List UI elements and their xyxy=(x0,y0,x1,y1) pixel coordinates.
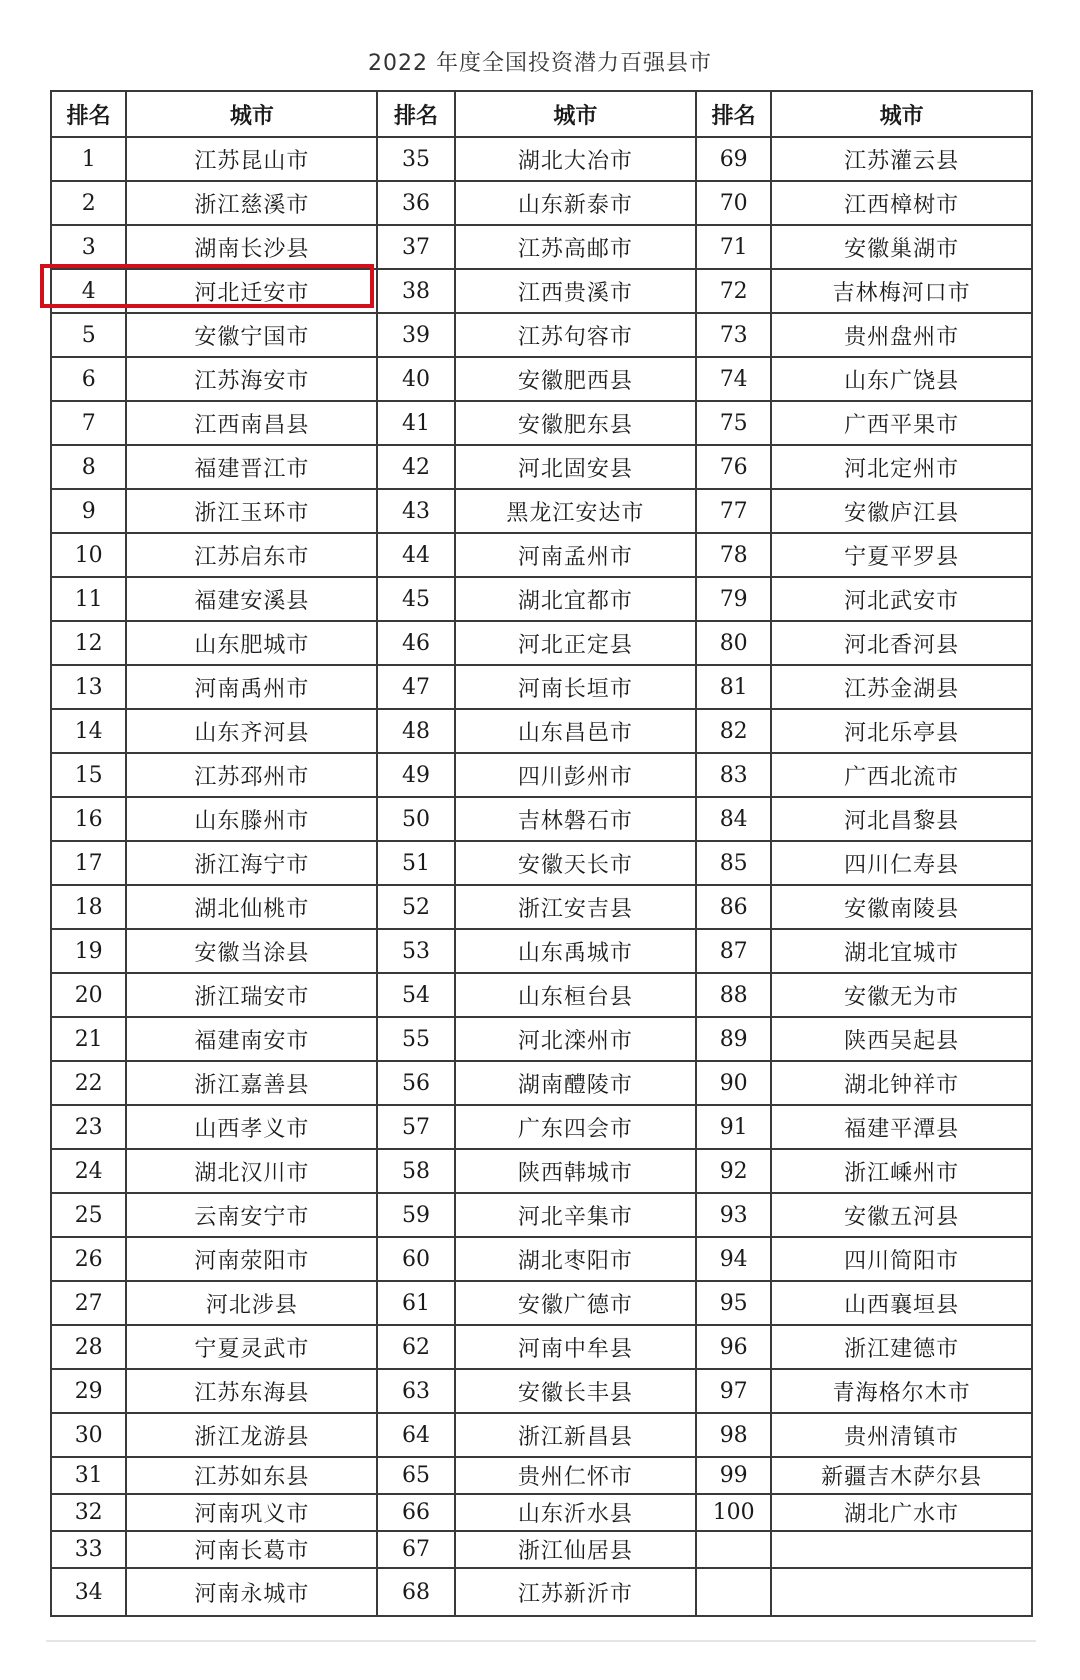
rank-cell: 13 xyxy=(51,665,126,709)
city-cell: 河南荥阳市 xyxy=(126,1237,377,1281)
city-cell: 浙江嵊州市 xyxy=(771,1149,1032,1193)
rank-cell: 21 xyxy=(51,1017,126,1061)
city-cell: 浙江嘉善县 xyxy=(126,1061,377,1105)
city-cell: 江西贵溪市 xyxy=(455,269,696,313)
table-row xyxy=(51,1568,1032,1616)
rank-cell: 55 xyxy=(377,1017,455,1061)
rank-cell: 68 xyxy=(377,1568,455,1616)
city-cell: 河北武安市 xyxy=(771,577,1032,621)
rank-cell: 51 xyxy=(377,841,455,885)
table-row xyxy=(51,1494,1032,1531)
table-row xyxy=(51,225,1032,269)
rank-cell: 7 xyxy=(51,401,126,445)
city-cell: 贵州清镇市 xyxy=(771,1413,1032,1457)
city-cell: 安徽宁国市 xyxy=(126,313,377,357)
rank-cell: 56 xyxy=(377,1061,455,1105)
table-row xyxy=(51,1281,1032,1325)
city-cell: 陕西韩城市 xyxy=(455,1149,696,1193)
city-cell: 浙江建德市 xyxy=(771,1325,1032,1369)
table-row xyxy=(51,1017,1032,1061)
rank-cell: 48 xyxy=(377,709,455,753)
table-row xyxy=(51,1237,1032,1281)
table-row xyxy=(51,1325,1032,1369)
table-row xyxy=(51,753,1032,797)
rank-cell: 81 xyxy=(696,665,771,709)
rank-cell: 4 xyxy=(51,269,126,313)
rank-cell: 84 xyxy=(696,797,771,841)
city-cell: 浙江新昌县 xyxy=(455,1413,696,1457)
rank-cell: 3 xyxy=(51,225,126,269)
rank-cell: 67 xyxy=(377,1531,455,1568)
rank-cell: 100 xyxy=(696,1494,771,1531)
city-cell: 安徽肥东县 xyxy=(455,401,696,445)
rank-cell: 32 xyxy=(51,1494,126,1531)
city-cell: 湖北仙桃市 xyxy=(126,885,377,929)
rank-cell: 1 xyxy=(51,137,126,181)
rank-cell: 82 xyxy=(696,709,771,753)
bottom-rule xyxy=(46,1640,1036,1642)
rank-cell: 6 xyxy=(51,357,126,401)
rank-cell: 24 xyxy=(51,1149,126,1193)
city-cell: 河北昌黎县 xyxy=(771,797,1032,841)
rank-cell: 52 xyxy=(377,885,455,929)
city-cell: 山东昌邑市 xyxy=(455,709,696,753)
table-row xyxy=(51,1369,1032,1413)
table-row xyxy=(51,885,1032,929)
rank-cell: 9 xyxy=(51,489,126,533)
table-row xyxy=(51,621,1032,665)
city-cell: 青海格尔木市 xyxy=(771,1369,1032,1413)
rank-cell: 47 xyxy=(377,665,455,709)
rank-cell: 23 xyxy=(51,1105,126,1149)
table-row xyxy=(51,1149,1032,1193)
rank-cell: 78 xyxy=(696,533,771,577)
city-cell: 福建南安市 xyxy=(126,1017,377,1061)
city-cell: 河南禹州市 xyxy=(126,665,377,709)
rank-cell xyxy=(696,1568,771,1616)
table-row xyxy=(51,973,1032,1017)
rank-cell: 71 xyxy=(696,225,771,269)
rank-cell: 39 xyxy=(377,313,455,357)
table-row xyxy=(51,929,1032,973)
city-cell: 吉林梅河口市 xyxy=(771,269,1032,313)
rank-cell: 83 xyxy=(696,753,771,797)
table-row xyxy=(51,709,1032,753)
header-city-1: 城市 xyxy=(126,91,377,137)
table-header-row xyxy=(51,91,1032,137)
rank-cell: 98 xyxy=(696,1413,771,1457)
rank-cell: 46 xyxy=(377,621,455,665)
rank-cell: 10 xyxy=(51,533,126,577)
city-cell: 山东沂水县 xyxy=(455,1494,696,1531)
city-cell: 浙江龙游县 xyxy=(126,1413,377,1457)
city-cell: 湖北广水市 xyxy=(771,1494,1032,1531)
city-cell: 河北香河县 xyxy=(771,621,1032,665)
rank-cell: 73 xyxy=(696,313,771,357)
rank-cell: 18 xyxy=(51,885,126,929)
table-row xyxy=(51,1061,1032,1105)
city-cell: 山东广饶县 xyxy=(771,357,1032,401)
table-body xyxy=(51,137,1032,1616)
table-row xyxy=(51,313,1032,357)
header-rank-1: 排名 xyxy=(51,91,126,137)
city-cell: 山东滕州市 xyxy=(126,797,377,841)
city-cell: 安徽肥西县 xyxy=(455,357,696,401)
rank-cell: 50 xyxy=(377,797,455,841)
rank-cell: 86 xyxy=(696,885,771,929)
rank-cell: 75 xyxy=(696,401,771,445)
rank-cell: 59 xyxy=(377,1193,455,1237)
rank-cell: 15 xyxy=(51,753,126,797)
rank-cell: 90 xyxy=(696,1061,771,1105)
table-row xyxy=(51,577,1032,621)
rank-cell: 69 xyxy=(696,137,771,181)
city-cell: 宁夏平罗县 xyxy=(771,533,1032,577)
rank-cell: 31 xyxy=(51,1457,126,1494)
rank-cell: 92 xyxy=(696,1149,771,1193)
table-row xyxy=(51,1457,1032,1494)
city-cell: 山西襄垣县 xyxy=(771,1281,1032,1325)
rank-cell: 88 xyxy=(696,973,771,1017)
rank-cell: 49 xyxy=(377,753,455,797)
city-cell: 贵州盘州市 xyxy=(771,313,1032,357)
city-cell: 四川简阳市 xyxy=(771,1237,1032,1281)
city-cell: 安徽天长市 xyxy=(455,841,696,885)
city-cell: 广东四会市 xyxy=(455,1105,696,1149)
rank-cell: 45 xyxy=(377,577,455,621)
table-row xyxy=(51,1531,1032,1568)
city-cell: 安徽广德市 xyxy=(455,1281,696,1325)
rank-cell: 30 xyxy=(51,1413,126,1457)
city-cell: 湖北钟祥市 xyxy=(771,1061,1032,1105)
city-cell: 江苏新沂市 xyxy=(455,1568,696,1616)
city-cell: 浙江仙居县 xyxy=(455,1531,696,1568)
city-cell: 湖北枣阳市 xyxy=(455,1237,696,1281)
city-cell: 河南长垣市 xyxy=(455,665,696,709)
city-cell: 安徽长丰县 xyxy=(455,1369,696,1413)
rank-cell: 95 xyxy=(696,1281,771,1325)
highlight-box-rank-4 xyxy=(40,264,374,308)
header-rank-3: 排名 xyxy=(696,91,771,137)
city-cell: 河北固安县 xyxy=(455,445,696,489)
table-row xyxy=(51,445,1032,489)
rank-cell: 5 xyxy=(51,313,126,357)
city-cell: 安徽无为市 xyxy=(771,973,1032,1017)
city-cell: 安徽五河县 xyxy=(771,1193,1032,1237)
header-city-2: 城市 xyxy=(455,91,696,137)
city-cell: 湖北宜都市 xyxy=(455,577,696,621)
table-row xyxy=(51,181,1032,225)
rank-cell: 35 xyxy=(377,137,455,181)
ranking-table xyxy=(50,90,1033,1617)
rank-cell: 41 xyxy=(377,401,455,445)
city-cell: 江苏海安市 xyxy=(126,357,377,401)
rank-cell: 28 xyxy=(51,1325,126,1369)
rank-cell: 27 xyxy=(51,1281,126,1325)
table-row xyxy=(51,841,1032,885)
city-cell: 江苏灌云县 xyxy=(771,137,1032,181)
rank-cell: 61 xyxy=(377,1281,455,1325)
rank-cell: 11 xyxy=(51,577,126,621)
city-cell: 江苏金湖县 xyxy=(771,665,1032,709)
city-cell: 吉林磐石市 xyxy=(455,797,696,841)
rank-cell: 89 xyxy=(696,1017,771,1061)
city-cell: 河北滦州市 xyxy=(455,1017,696,1061)
rank-cell: 64 xyxy=(377,1413,455,1457)
rank-cell: 77 xyxy=(696,489,771,533)
rank-cell: 85 xyxy=(696,841,771,885)
city-cell: 河南永城市 xyxy=(126,1568,377,1616)
table-row xyxy=(51,797,1032,841)
city-cell: 河南中牟县 xyxy=(455,1325,696,1369)
city-cell: 江苏启东市 xyxy=(126,533,377,577)
rank-cell: 80 xyxy=(696,621,771,665)
city-cell: 山西孝义市 xyxy=(126,1105,377,1149)
city-cell: 江苏高邮市 xyxy=(455,225,696,269)
table-row xyxy=(51,1105,1032,1149)
city-cell: 湖北汉川市 xyxy=(126,1149,377,1193)
rank-cell: 62 xyxy=(377,1325,455,1369)
city-cell: 云南安宁市 xyxy=(126,1193,377,1237)
rank-cell: 96 xyxy=(696,1325,771,1369)
rank-cell: 20 xyxy=(51,973,126,1017)
city-cell: 安徽南陵县 xyxy=(771,885,1032,929)
rank-cell: 19 xyxy=(51,929,126,973)
rank-cell: 60 xyxy=(377,1237,455,1281)
rank-cell: 42 xyxy=(377,445,455,489)
city-cell: 山东禹城市 xyxy=(455,929,696,973)
rank-cell: 37 xyxy=(377,225,455,269)
table-row xyxy=(51,357,1032,401)
header-city-3: 城市 xyxy=(771,91,1032,137)
city-cell: 山东桓台县 xyxy=(455,973,696,1017)
rank-cell: 53 xyxy=(377,929,455,973)
city-cell: 河北涉县 xyxy=(126,1281,377,1325)
rank-cell: 22 xyxy=(51,1061,126,1105)
city-cell: 河南长葛市 xyxy=(126,1531,377,1568)
city-cell: 河南孟州市 xyxy=(455,533,696,577)
city-cell: 江西樟树市 xyxy=(771,181,1032,225)
city-cell: 江西南昌县 xyxy=(126,401,377,445)
city-cell: 福建安溪县 xyxy=(126,577,377,621)
rank-cell: 40 xyxy=(377,357,455,401)
rank-cell: 25 xyxy=(51,1193,126,1237)
city-cell: 浙江瑞安市 xyxy=(126,973,377,1017)
city-cell: 河北乐亭县 xyxy=(771,709,1032,753)
table-row xyxy=(51,401,1032,445)
rank-cell: 29 xyxy=(51,1369,126,1413)
rank-cell: 57 xyxy=(377,1105,455,1149)
rank-cell: 43 xyxy=(377,489,455,533)
city-cell: 江苏东海县 xyxy=(126,1369,377,1413)
rank-cell: 94 xyxy=(696,1237,771,1281)
rank-cell: 58 xyxy=(377,1149,455,1193)
rank-cell: 74 xyxy=(696,357,771,401)
city-cell: 黑龙江安达市 xyxy=(455,489,696,533)
rank-cell: 93 xyxy=(696,1193,771,1237)
rank-cell xyxy=(696,1531,771,1568)
page-title: 2022 年度全国投资潜力百强县市 xyxy=(368,51,712,76)
city-cell: 河北定州市 xyxy=(771,445,1032,489)
rank-cell: 87 xyxy=(696,929,771,973)
city-cell: 浙江安吉县 xyxy=(455,885,696,929)
city-cell: 四川彭州市 xyxy=(455,753,696,797)
city-cell: 江苏昆山市 xyxy=(126,137,377,181)
city-cell: 贵州仁怀市 xyxy=(455,1457,696,1494)
rank-cell: 70 xyxy=(696,181,771,225)
city-cell: 新疆吉木萨尔县 xyxy=(771,1457,1032,1494)
city-cell: 江苏句容市 xyxy=(455,313,696,357)
table-row xyxy=(51,1413,1032,1457)
city-cell: 浙江玉环市 xyxy=(126,489,377,533)
city-cell: 四川仁寿县 xyxy=(771,841,1032,885)
table-row xyxy=(51,1193,1032,1237)
rank-cell: 8 xyxy=(51,445,126,489)
city-cell: 山东肥城市 xyxy=(126,621,377,665)
rank-cell: 97 xyxy=(696,1369,771,1413)
rank-cell: 66 xyxy=(377,1494,455,1531)
rank-cell: 12 xyxy=(51,621,126,665)
city-cell: 福建平潭县 xyxy=(771,1105,1032,1149)
city-cell: 河北辛集市 xyxy=(455,1193,696,1237)
city-cell: 广西平果市 xyxy=(771,401,1032,445)
rank-cell: 14 xyxy=(51,709,126,753)
city-cell: 湖南醴陵市 xyxy=(455,1061,696,1105)
table-row xyxy=(51,489,1032,533)
city-cell: 山东齐河县 xyxy=(126,709,377,753)
rank-cell: 44 xyxy=(377,533,455,577)
rank-cell: 54 xyxy=(377,973,455,1017)
rank-cell: 63 xyxy=(377,1369,455,1413)
city-cell: 湖北宜城市 xyxy=(771,929,1032,973)
table-row xyxy=(51,533,1032,577)
city-cell: 福建晋江市 xyxy=(126,445,377,489)
city-cell: 浙江海宁市 xyxy=(126,841,377,885)
header-rank-2: 排名 xyxy=(377,91,455,137)
city-cell: 江苏邳州市 xyxy=(126,753,377,797)
city-cell: 广西北流市 xyxy=(771,753,1032,797)
city-cell: 河北迁安市 xyxy=(126,269,377,313)
rank-cell: 2 xyxy=(51,181,126,225)
city-cell: 陕西吴起县 xyxy=(771,1017,1032,1061)
city-cell xyxy=(771,1568,1032,1616)
rank-cell: 38 xyxy=(377,269,455,313)
rank-cell: 36 xyxy=(377,181,455,225)
city-cell: 安徽巢湖市 xyxy=(771,225,1032,269)
rank-cell: 79 xyxy=(696,577,771,621)
city-cell: 安徽当涂县 xyxy=(126,929,377,973)
rank-cell: 17 xyxy=(51,841,126,885)
city-cell: 湖北大冶市 xyxy=(455,137,696,181)
city-cell xyxy=(771,1531,1032,1568)
city-cell: 河南巩义市 xyxy=(126,1494,377,1531)
city-cell: 河北正定县 xyxy=(455,621,696,665)
table-row xyxy=(51,137,1032,181)
city-cell: 江苏如东县 xyxy=(126,1457,377,1494)
city-cell: 安徽庐江县 xyxy=(771,489,1032,533)
rank-cell: 34 xyxy=(51,1568,126,1616)
rank-cell: 26 xyxy=(51,1237,126,1281)
city-cell: 宁夏灵武市 xyxy=(126,1325,377,1369)
table-row xyxy=(51,665,1032,709)
city-cell: 湖南长沙县 xyxy=(126,225,377,269)
rank-cell: 33 xyxy=(51,1531,126,1568)
city-cell: 浙江慈溪市 xyxy=(126,181,377,225)
city-cell: 山东新泰市 xyxy=(455,181,696,225)
rank-cell: 72 xyxy=(696,269,771,313)
rank-cell: 65 xyxy=(377,1457,455,1494)
rank-cell: 76 xyxy=(696,445,771,489)
rank-cell: 99 xyxy=(696,1457,771,1494)
rank-cell: 16 xyxy=(51,797,126,841)
rank-cell: 91 xyxy=(696,1105,771,1149)
